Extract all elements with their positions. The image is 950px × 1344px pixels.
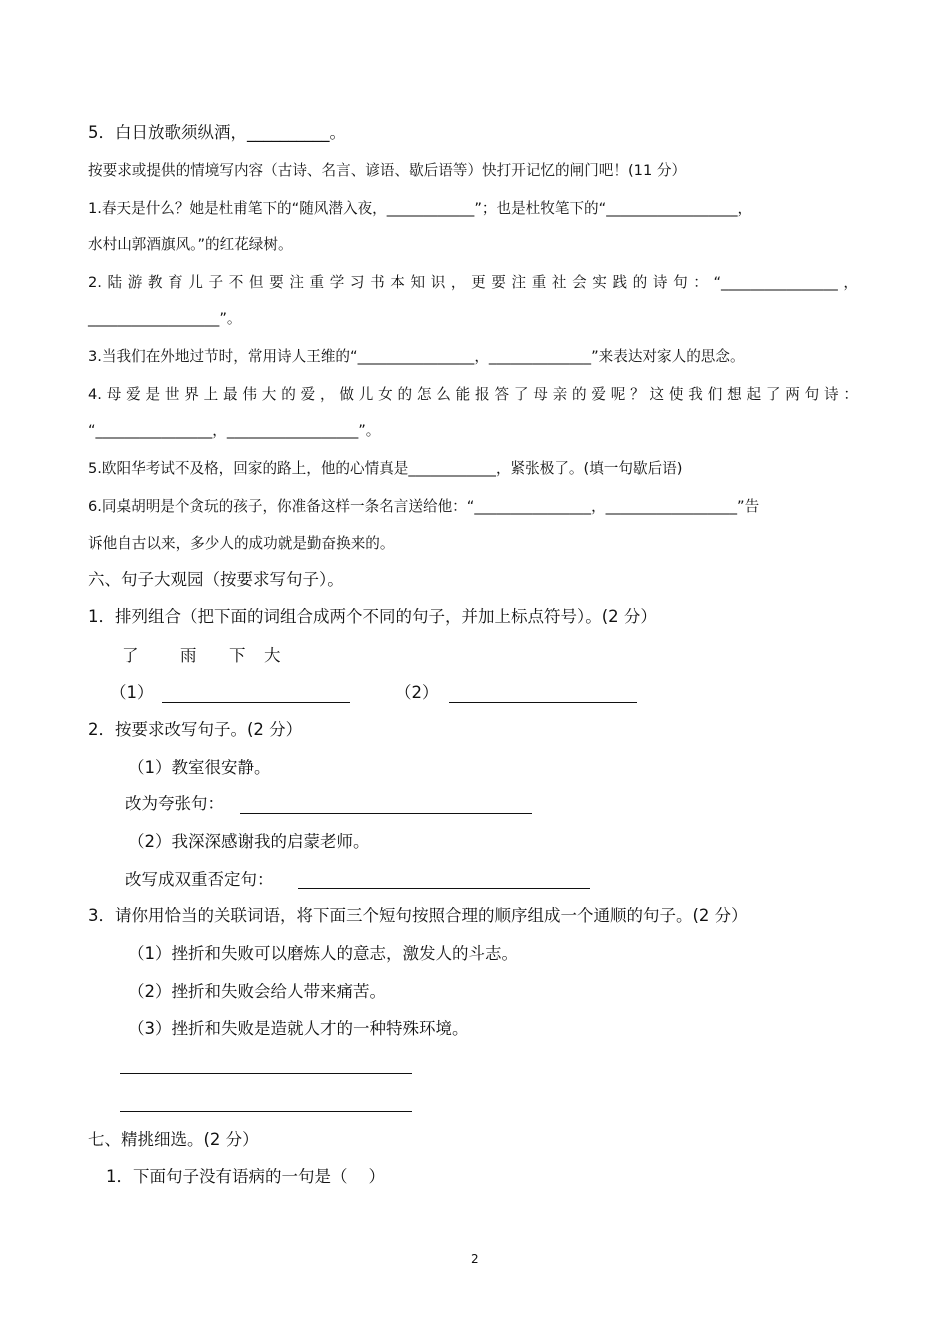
item-1-line-1: 1.春天是什么？她是杜甫笔下的“随风潜入夜，____________”；也是杜牧笔下的“__________________， (88, 200, 753, 217)
exaggeration-label: 改为夸张句： (125, 794, 224, 813)
sentence-2: （2）我深深感谢我的启蒙老师。 (128, 832, 370, 851)
word-xia: 下 (229, 646, 246, 665)
clause-3: （3）挫折和失败是造就人才的一种特殊环境。 (128, 1019, 469, 1038)
question-6-1: 1．排列组合（把下面的词组合成两个不同的句子，并加上标点符号）。(2 分） (88, 607, 657, 626)
answer-1-blank (162, 702, 350, 703)
item-5-line: 5.欧阳华考试不及格，回家的路上，他的心情真是____________，紧张极了。(填一句歇后语) (88, 460, 683, 477)
item-2-line-1: 2.陆游教育儿子不但要注重学习书本知识，更要注重社会实践的诗句：“________________， (88, 274, 858, 291)
item-1-line-2: 水村山郭酒旗风。”的红花绿树。 (88, 236, 293, 253)
answer-2-blank (449, 702, 637, 703)
double-negative-label: 改写成双重否定句： (125, 870, 274, 889)
answer-blank-line-2 (120, 1111, 412, 1112)
sentence-1: （1）教室很安静。 (128, 758, 271, 777)
question-7-1: 1．下面句子没有语病的一句是（ ） (106, 1167, 385, 1186)
item-2-line-2: __________________”。 (88, 310, 242, 327)
section-6-heading: 六、句子大观园（按要求写句子）。 (88, 570, 344, 589)
item-3-line: 3.当我们在外地过节时，常用诗人王维的“________________，______________”来表达对家人的思念。 (88, 348, 745, 365)
word-le: 了 (122, 646, 139, 665)
exaggeration-blank (240, 813, 532, 814)
page-number: 2 (471, 1252, 479, 1266)
word-yu: 雨 (180, 646, 197, 665)
section-instruction: 按要求或提供的情境写内容（古诗、名言、谚语、歇后语等）快打开记忆的闸门吧！(11 分） (88, 162, 687, 179)
clause-1: （1）挫折和失败可以磨炼人的意志，激发人的斗志。 (128, 944, 518, 963)
question-5-line: 5．白日放歌须纵酒，__________。 (88, 123, 346, 142)
section-7-heading: 七、精挑细选。(2 分） (88, 1130, 259, 1149)
item-4-line-1: 4.母爱是世界上最伟大的爱，做儿女的怎么能报答了母亲的爱呢？这使我们想起了两句诗： (88, 386, 858, 403)
answer-1-label: （1） (110, 683, 154, 702)
answer-blank-line-1 (120, 1073, 412, 1074)
double-negative-blank (298, 888, 590, 889)
question-6-3: 3．请你用恰当的关联词语，将下面三个短句按照合理的顺序组成一个通顺的句子。(2 分） (88, 906, 748, 925)
answer-2-label: （2） (395, 683, 439, 702)
question-6-2: 2．按要求改写句子。(2 分） (88, 720, 303, 739)
item-6-line-2: 诉他自古以来，多少人的成功就是勤奋换来的。 (88, 535, 395, 552)
clause-2: （2）挫折和失败会给人带来痛苦。 (128, 982, 386, 1001)
item-4-line-2: “________________，__________________”。 (88, 422, 381, 439)
item-6-line-1: 6.同桌胡明是个贪玩的孩子，你准备这样一条名言送给他：“________________，__________________”告 (88, 498, 760, 515)
word-da: 大 (264, 646, 281, 665)
